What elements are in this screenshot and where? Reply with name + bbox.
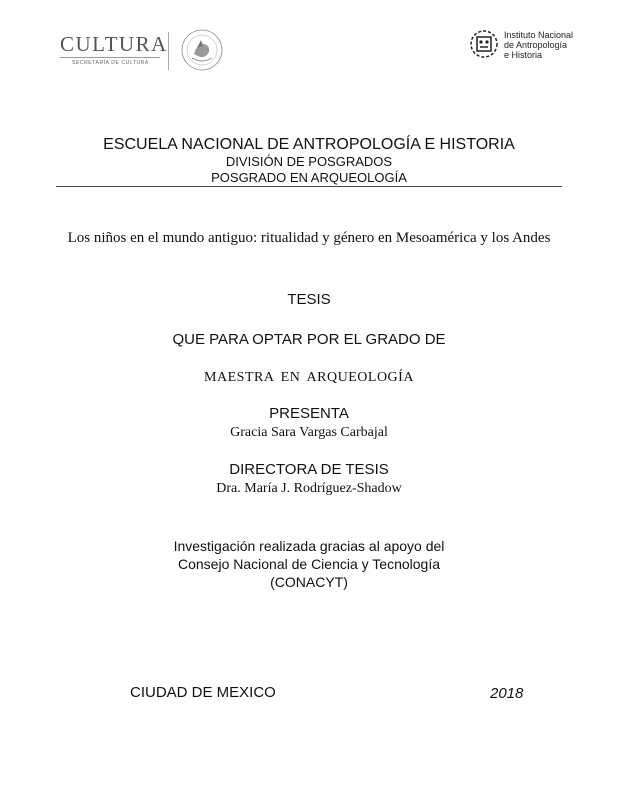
director-label: DIRECTORA DE TESIS xyxy=(229,461,389,478)
acknowledgment-line: Consejo Nacional de Ciencia y Tecnología xyxy=(177,556,440,572)
director-name: Dra. María J. Rodríguez-Shadow xyxy=(216,481,402,496)
inah-name-line: e Historia xyxy=(504,50,543,60)
header-divider xyxy=(56,186,562,187)
degree-name: MAESTRA EN ARQUEOLOGÍA xyxy=(204,370,414,385)
acknowledgment-line: Investigación realizada gracias al apoyo del xyxy=(173,538,445,554)
cultura-subtitle: SECRETARÍA DE CULTURA xyxy=(72,60,149,66)
inah-emblem-icon xyxy=(468,28,500,60)
inah-name-line: de Antropología xyxy=(504,40,568,50)
presenter-label: PRESENTA xyxy=(269,405,349,422)
inah-logo xyxy=(468,28,578,68)
cultura-logo-divider xyxy=(168,32,169,70)
city: CIUDAD DE MEXICO xyxy=(130,684,276,701)
cultura-wordmark: CULTURA xyxy=(60,32,168,56)
mexican-national-seal-icon xyxy=(180,28,224,72)
cultura-logo-rule xyxy=(60,57,160,58)
cultura-logo xyxy=(60,32,232,74)
inah-name-line: Instituto Nacional xyxy=(504,30,574,40)
degree-purpose: QUE PARA OPTAR POR EL GRADO DE xyxy=(172,331,446,348)
school-name: ESCUELA NACIONAL DE ANTROPOLOGÍA E HISTORIA xyxy=(103,136,515,153)
inah-name xyxy=(504,30,573,60)
program-name: POSGRADO EN ARQUEOLOGÍA xyxy=(211,170,407,185)
document-type: TESIS xyxy=(287,291,331,308)
presenter-name: Gracia Sara Vargas Carbajal xyxy=(230,425,388,440)
division-name: DIVISIÓN DE POSGRADOS xyxy=(225,154,393,169)
thesis-title: Los niños en el mundo antiguo: ritualidad y género en Mesoamérica y los Andes xyxy=(67,230,551,246)
acknowledgment-line: (CONACYT) xyxy=(270,574,348,590)
year: 2018 xyxy=(490,685,524,702)
